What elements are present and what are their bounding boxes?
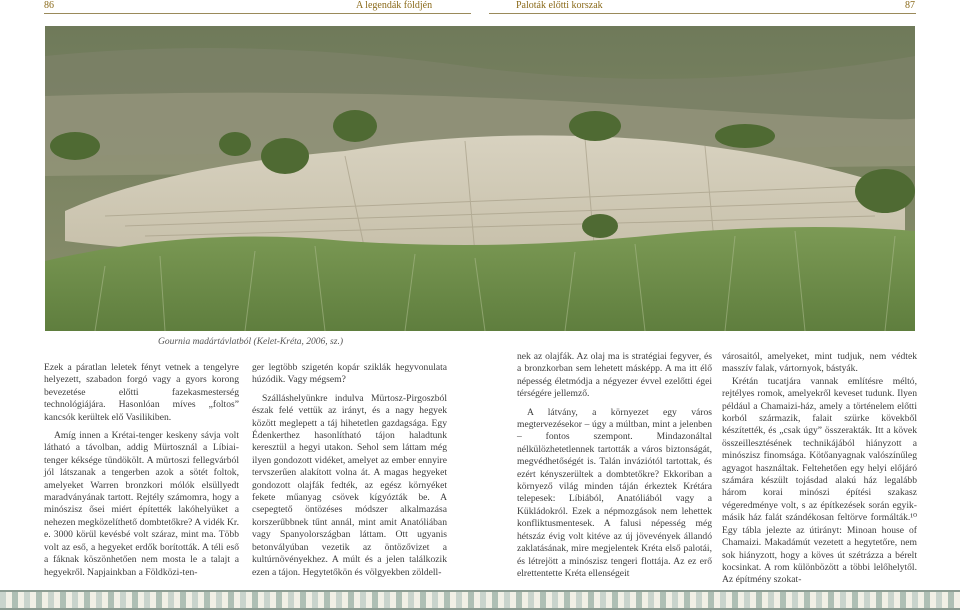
text-column-2 (252, 362, 447, 579)
right-page-number: 87 (905, 0, 915, 11)
left-running-title: A legendák földjén (356, 0, 433, 11)
right-running-title: Paloták előtti korszak (516, 0, 603, 11)
paragraph: nek az olajfák. Az olaj ma is stratégiai fegyver, és a bronzkorban sem lehetett másképp. A ma itt élő népesség életmódja a négyezer évvel ezelőtti égei térségére jellemző. (517, 351, 712, 400)
landscape-photo (45, 26, 915, 331)
paragraph: Szálláshelyünkre indulva Mürtosz-Pirgoszból észak felé vettük az irányt, és a nagy hegyek között meglepett a táj hihetetlen gazdagsága. Egy Édenkerthez hasonlítható tájon haladtunk keresztül a hegyi utakon. Sehol sem láttam még ilyen gondozott vidéket, amelyet az ember ennyire tervszerűen alakított volna át. A magas hegyeket gondozott olajfák fedték, az egész környéket fekete műanyag csövek kígyózták be. A csepegtető öntözéses módszer alkalmazása korszerűbbnek tűnt annál, mint amit Anatóliában vagy Spanyolországban láttam. Ott ugyanis betonvályúban vezetik az öntözővizet a kultúrnövényekhez. A múlt és a jelen találkozik ezen a tájon. Hegytetőkön és völgyekben zöldell- (252, 392, 447, 578)
left-page-number: 86 (44, 0, 54, 11)
paragraph: Amíg innen a Krétai-tenger keskeny sávja volt látható a távolban, addig Mürtosznál a Líbiai-tenger kéksége tündökölt. A mürtoszi fellegvárból jól látszanak a tengerben azok a sötét foltok, amelyeket Warren bronzkori mólók elsüllyedt maradványának tartott. Rejtély számomra, hogy a minószisz ősei miért építették lakóhelyüket a nehezen megközelíthető dombtetőkre? A vidék Kr. e. 3000 körül kevésbé volt száraz, mint ma. Több volt az eső, a hegyeket erdők borították. A téli eső a fáknak köszönhetően nem mosta le a talajt a hegyekről. Napjainkban a Földközi-ten- (44, 430, 239, 578)
header-rule-left (44, 13, 471, 14)
text-column-3 (517, 351, 712, 580)
paragraph: Ezek a páratlan leletek fényt vetnek a tengelyre helyezett, szabadon forgó vagy a gyors korong bevezetése előtti fazekasmesterség technológiájára. Hasonlóan míves „foltos” kancsók kerültek elő Vasilikiben. (44, 362, 239, 423)
text-column-1 (44, 362, 239, 579)
photo-caption: Gournia madártávlatból (Kelet-Kréta, 2006, sz.) (158, 337, 343, 347)
paragraph: Krétán tucatjára vannak említésre méltó, rejtélyes romok, amelyekről keveset tudunk. Ilyen például a Chamaizi-ház, amely a történelem előtti korból származik, falait szürke kövekből készítették, és „csak úgy” összerakták. Itt a kövek összeillesztésének technikájából hiányzott a minószisz finomsága. Kötőanyagnak valószínűleg agyagot használtak. Feltehetően egy helyi előjáró számára készült tojásdad alakú ház legalább három korai minószi építési szakasz végeredménye volt, s az építkezések során egyik-másik ház falát szándékosan feltörve formálták.¹⁰ Egy tábla jelezte az útirányt: Minoan house of Chamaizi. Makadámút vezetett a hegytetőre, nem sok hiányzott, hogy a köves út szétrázza a bérelt kocsinkat. A rom különbözött a többi lelőhelytől. Az építmény szokat- (722, 375, 917, 586)
paragraph: városaitól, amelyeket, mint tudjuk, nem védtek masszív falak, vártornyok, bástyák. (722, 351, 917, 375)
paragraph: A látvány, a környezet egy város megtervezésekor – úgy a múltban, mint a jelenben – fontos szempont. Mindazonáltal nélkülözhetetlennek tartották a város biztonságát, megvédhetőségét is. Talán inváziótól tartottak, és ezért kényszerültek a dombtetőkre? Ekkoriban a környező világ minden táján érkeztek Krétára telepesek: Líbiából, Anatóliából vagy a Kükládokról. Ezek a népmozgások nem lehettek konfliktusmentesek. A falusi népesség még hétszáz évig volt kitéve az új jövevények állandó zaklatásának, mire megjelentek Kréta első palotái, és létrejött a minószisz tengeri flottája. Az ez erő elrettentette Kréta ellenségeit (517, 406, 712, 579)
paragraph: ger legtöbb szigetén kopár sziklák hegyvonulata húzódik. Vagy mégsem? (252, 362, 447, 386)
decorative-border (0, 590, 960, 610)
text-column-4 (722, 351, 917, 587)
header-rule-right (489, 13, 916, 14)
